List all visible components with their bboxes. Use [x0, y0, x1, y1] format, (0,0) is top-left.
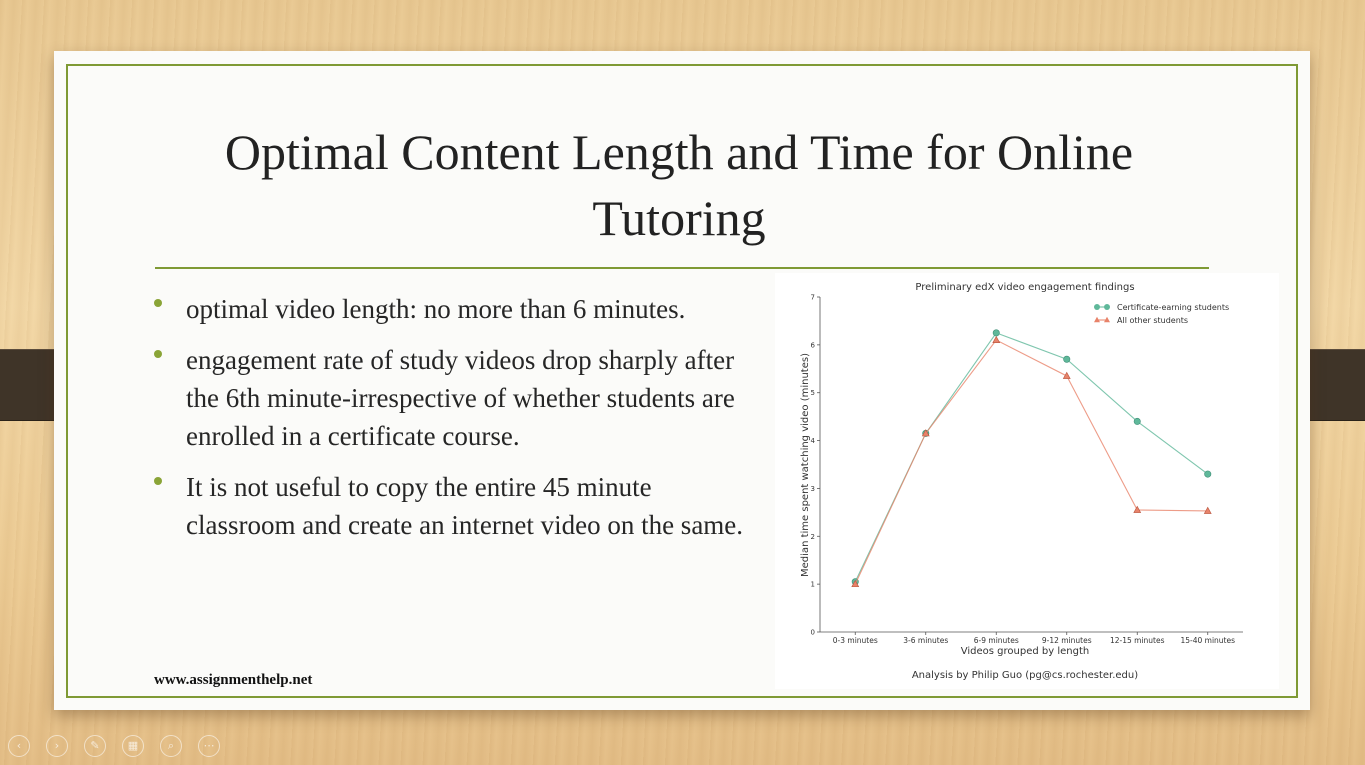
- data-point: [993, 330, 999, 336]
- bullet-list: [154, 290, 754, 557]
- y-tick-label: 0: [810, 628, 815, 637]
- legend-label: Certificate-earning students: [1117, 303, 1230, 312]
- data-point: [1134, 418, 1140, 424]
- title-divider: [155, 267, 1209, 269]
- chart-ylabel: Median time spent watching video (minutes): [800, 353, 811, 577]
- bullet-text: It is not useful to copy the entire 45 minute classroom and create an internet video on the same.: [186, 472, 744, 540]
- x-tick-label: 9-12 minutes: [1041, 636, 1092, 645]
- data-point: [993, 336, 1000, 342]
- slides-icon[interactable]: ▦: [122, 735, 144, 757]
- data-point: [1064, 356, 1070, 362]
- bullet-item: [154, 290, 754, 328]
- forward-icon[interactable]: ›: [46, 735, 68, 757]
- bullet-item: [154, 341, 754, 455]
- footer-url: www.assignmenthelp.net: [154, 672, 313, 688]
- series-line: [855, 340, 1208, 584]
- x-tick-label: 12-15 minutes: [1109, 636, 1165, 645]
- chart-title: Preliminary edX video engagement findings: [915, 282, 1135, 293]
- more-icon[interactable]: ⋯: [198, 735, 220, 757]
- pen-icon[interactable]: ✎: [84, 735, 106, 757]
- y-tick-label: 5: [810, 389, 815, 398]
- chart-caption: Analysis by Philip Guo (pg@cs.rochester.edu): [911, 670, 1139, 681]
- back-icon[interactable]: ‹: [8, 735, 30, 757]
- data-point: [1205, 471, 1211, 477]
- data-point: [1063, 372, 1070, 378]
- bullet-item: [154, 468, 754, 544]
- y-tick-label: 1: [810, 580, 815, 589]
- y-tick-label: 2: [810, 532, 815, 541]
- bullet-dot-icon: [154, 299, 162, 307]
- bullet-text: optimal video length: no more than 6 minutes.: [186, 294, 686, 324]
- x-tick-label: 3-6 minutes: [903, 636, 949, 645]
- bullet-text: engagement rate of study videos drop sharply after the 6th minute-irrespective of whether students are enrolled in a certificate course.: [186, 345, 735, 451]
- chart-axes: [811, 294, 1243, 646]
- legend-label: All other students: [1117, 316, 1189, 325]
- y-tick-label: 6: [810, 341, 815, 350]
- x-tick-label: 0-3 minutes: [832, 636, 878, 645]
- chart-svg: [775, 273, 1279, 689]
- slide-title: Optimal Content Length and Time for Online Tutoring: [224, 124, 1134, 246]
- x-tick-label: 15-40 minutes: [1180, 636, 1236, 645]
- chart-legend: [1094, 303, 1229, 325]
- chart-xlabel: Videos grouped by length: [960, 646, 1090, 657]
- chart-series-group: [852, 330, 1211, 587]
- engagement-chart: [775, 273, 1279, 689]
- y-tick-label: 7: [810, 293, 815, 302]
- x-tick-label: 6-9 minutes: [973, 636, 1019, 645]
- bullet-dot-icon: [154, 477, 162, 485]
- zoom-icon[interactable]: ⌕: [160, 735, 182, 757]
- series-line: [855, 333, 1208, 582]
- y-tick-label: 4: [810, 437, 815, 446]
- slide: [54, 51, 1310, 710]
- y-tick-label: 3: [810, 484, 815, 493]
- bullet-dot-icon: [154, 350, 162, 358]
